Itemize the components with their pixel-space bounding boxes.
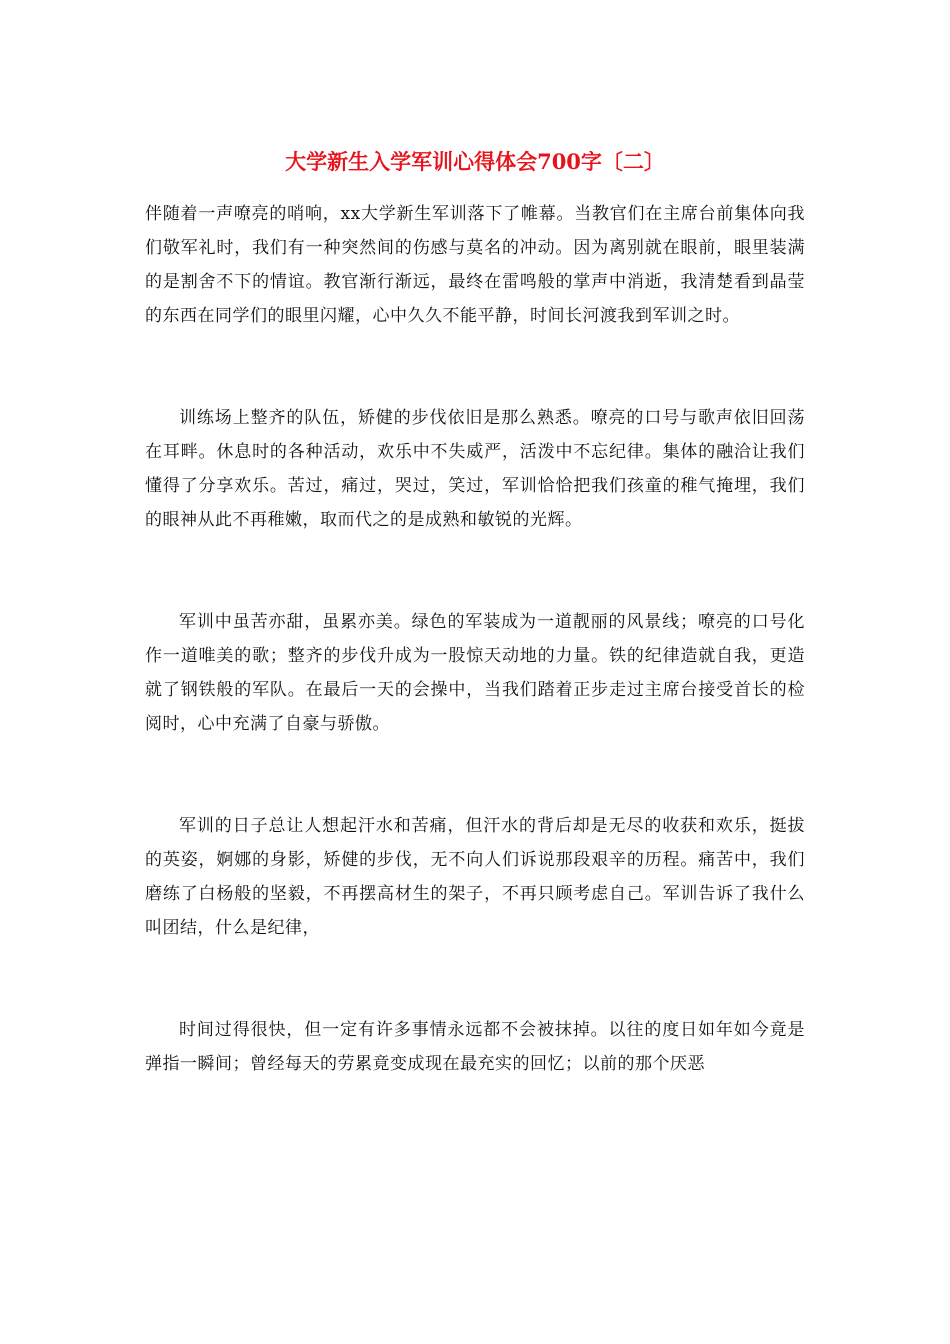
paragraph-3: 军训中虽苦亦甜，虽累亦美。绿色的军装成为一道靓丽的风景线；嘹亮的口号化作一道唯美的歌；整齐的步伐升成为一股惊天动地的力量。铁的纪律造就自我，更造就了钢铁般的军队。在最后一天的会操中，当我们踏着正步走过主席台接受首长的检阅时，心中充满了自豪与骄傲。 bbox=[145, 612, 805, 734]
document-body bbox=[145, 197, 805, 1149]
paragraph-4: 军训的日子总让人想起汗水和苦痛，但汗水的背后却是无尽的收获和欢乐，挺拔的英姿，婀娜的身影，矫健的步伐，无不向人们诉说那段艰辛的历程。痛苦中，我们磨练了白杨般的坚毅，不再摆高材生的架子，不再只顾考虑自己。军训告诉了我什么叫团结，什么是纪律， bbox=[145, 816, 805, 938]
paragraph-5: 时间过得很快，但一定有许多事情永远都不会被抹掉。以往的度日如年如今竟是弹指一瞬间；曾经每天的劳累竟变成现在最充实的回忆；以前的那个厌恶 bbox=[145, 1020, 805, 1074]
document-title: 大学新生入学军训心得体会700字〔二〕 bbox=[285, 149, 665, 174]
paragraph-2: 训练场上整齐的队伍，矫健的步伐依旧是那么熟悉。嘹亮的口号与歌声依旧回荡在耳畔。休息时的各种活动，欢乐中不失威严，活泼中不忘纪律。集体的融洽让我们懂得了分享欢乐。苦过，痛过，哭过，笑过，军训恰恰把我们孩童的稚气掩埋，我们的眼神从此不再稚嫩，取而代之的是成熟和敏锐的光辉。 bbox=[145, 408, 805, 530]
paragraph-1: 伴随着一声嘹亮的哨响，xx大学新生军训落下了帷幕。当教官们在主席台前集体向我们敬军礼时，我们有一种突然间的伤感与莫名的冲动。因为离别就在眼前，眼里装满的是割舍不下的情谊。教官渐行渐远，最终在雷鸣般的掌声中消逝，我清楚看到晶莹的东西在同学们的眼里闪耀，心中久久不能平静，时间长河渡我到军训之时。 bbox=[145, 204, 805, 326]
